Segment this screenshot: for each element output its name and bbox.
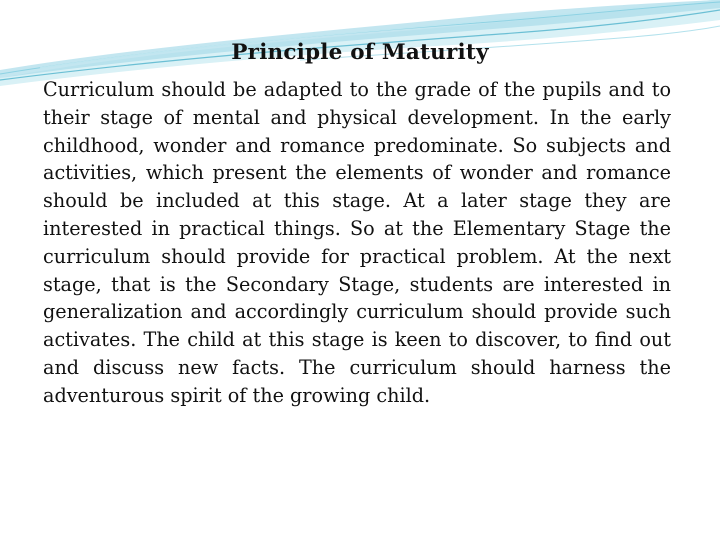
body-line: should be included at this stage. At a later stage they are <box>43 189 671 213</box>
body-line: activates. The child at this stage is keen to discover, to find out <box>43 328 671 352</box>
body-paragraph <box>43 76 671 410</box>
body-line: generalization and accordingly curriculum should provide such <box>43 300 671 324</box>
body-line: activities, which present the elements of wonder and romance <box>43 161 671 185</box>
body-line: childhood, wonder and romance predominate. So subjects and <box>43 133 671 157</box>
body-line: Curriculum should be adapted to the grade of the pupils and to <box>43 78 671 101</box>
body-line: and discuss new facts. The curriculum should harness the <box>43 355 671 379</box>
body-line: curriculum should provide for practical problem. At the next <box>43 244 671 268</box>
body-line: interested in practical things. So at the Elementary Stage the <box>43 216 671 240</box>
slide-title: Principle of Maturity <box>231 40 489 65</box>
body-line: their stage of mental and physical development. In the early <box>43 105 671 129</box>
body-line: adventurous spirit of the growing child. <box>43 383 431 407</box>
body-line: stage, that is the Secondary Stage, students are interested in <box>43 272 671 296</box>
